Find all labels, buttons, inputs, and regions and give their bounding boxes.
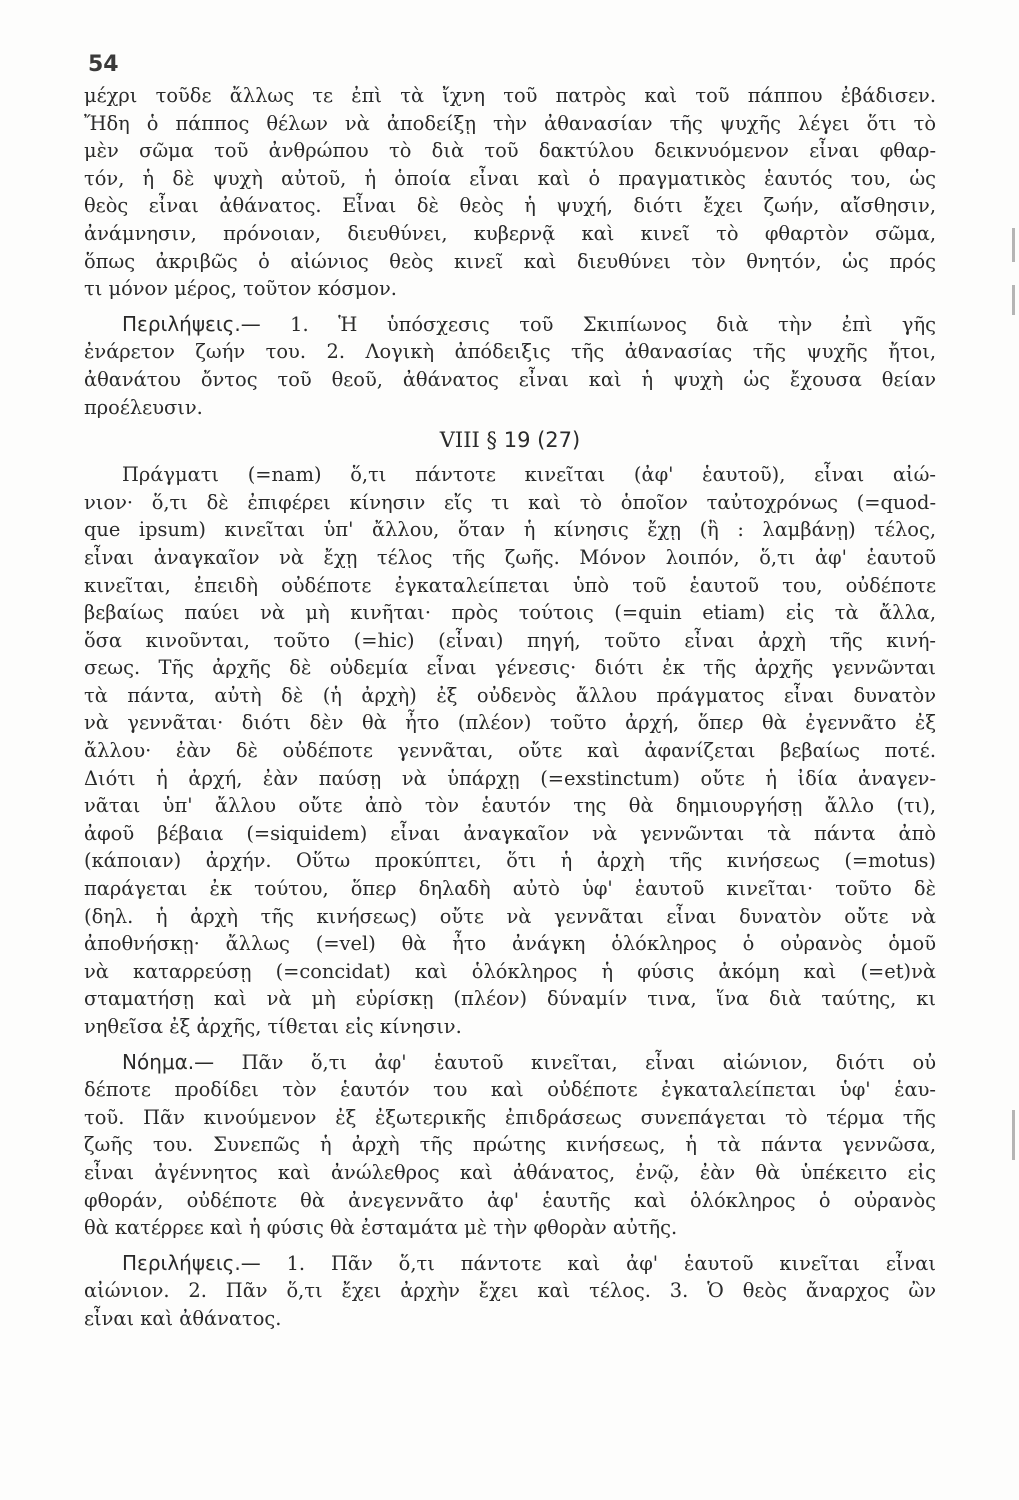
- text-line: (κάποιαν) ἀρχήν. Οὕτω προκύπτει, ὅτι ἡ ἀρχὴ τῆς κινήσεως (=motus): [84, 849, 936, 873]
- section-number: 19 (27): [503, 428, 581, 453]
- text-line: τι μόνον μέρος, τοῦτον κόσμον.: [84, 277, 397, 301]
- text-column: [84, 82, 936, 1333]
- text-line: δέποτε προδίδει τὸν ἑαυτόν του καὶ οὐδέποτε ἐγκαταλείπεται ὑφ' ἑαυ-: [84, 1078, 936, 1102]
- text-line: τόν, ἡ δὲ ψυχὴ αὐτοῦ, ἡ ὁποία εἶναι καὶ ὁ πραγματικὸς ἑαυτός του, ὡς: [84, 166, 936, 190]
- text-line: μὲν σῶμα τοῦ ἀνθρώπου τὸ διὰ τοῦ δακτύλου δεικνυόμενον εἶναι φθαρ-: [84, 139, 936, 163]
- text-line: προέλευσιν.: [84, 395, 203, 419]
- text-line: ἀφοῦ βέβαια (=siquidem) εἶναι ἀναγκαῖον νὰ γεννῶνται τὰ πάντα ἀπὸ: [84, 821, 936, 845]
- text-line: Διότι ἡ ἀρχή, ἐὰν παύσῃ νὰ ὑπάρχῃ (=exstinctum) οὔτε ἡ ἰδία ἀναγεν-: [84, 766, 936, 790]
- text-line: [84, 311, 936, 339]
- text-line: σεως. Τῆς ἀρχῆς δὲ οὐδεμία εἶναι γένεσις· διότι ἐκ τῆς ἀρχῆς γεννῶνται: [84, 656, 936, 680]
- text-line: κινεῖται, ἐπειδὴ οὐδέποτε ἐγκαταλείπεται ὑπὸ τοῦ ἑαυτοῦ του, οὐδέποτε: [84, 573, 936, 597]
- text-line: ἀνάμνησιν, πρόνοιαν, διευθύνει, κυβερνᾷ καὶ κινεῖ τὸ φθαρτὸν σῶμα,: [84, 221, 936, 245]
- text-line: ὅπως ἀκριβῶς ὁ αἰώνιος θεὸς κινεῖ καὶ διευθύνει τὸν θνητόν, ὡς πρός: [84, 249, 936, 273]
- scan-edge-mark: [1012, 1110, 1015, 1160]
- paragraph-summary-2: [84, 1250, 936, 1333]
- text-line: εἶναι ἀγέννητος καὶ ἀνώλεθρος καὶ ἀθάνατος, ἐνῷ, ἐὰν θὰ ὑπέκειτο εἰς: [84, 1160, 936, 1184]
- text-line: ζωῆς του. Συνεπῶς ἡ ἀρχὴ τῆς πρώτης κινήσεως, ἡ τὰ πάντα γεννῶσα,: [84, 1133, 936, 1157]
- text-line: νὰ καταρρεύσῃ (=concidat) καὶ ὁλόκληρος ἡ φύσις ἀκόμη καὶ (=et)νὰ: [84, 959, 936, 983]
- text-line: νιον· ὅ,τι δὲ ἐπιφέρει κίνησιν εἴς τι καὶ τὸ ὁποῖον ταὐτοχρόνως (=quod-: [84, 490, 936, 514]
- text-span: Πᾶν ὅ,τι ἀφ' ἑαυτοῦ κινεῖται, εἶναι αἰώνιον, διότι οὐ: [214, 1050, 936, 1074]
- paragraph-summary-1: [84, 311, 936, 421]
- section-symbol: §: [486, 428, 498, 453]
- text-line: θὰ κατέρρεε καὶ ἡ φύσις θὰ ἐσταμάτα μὲ τὴν φθορὰν αὐτῆς.: [84, 1216, 678, 1240]
- text-line: εἶναι ἀναγκαῖον νὰ ἔχῃ τέλος τῆς ζωῆς. Μόνον λοιπόν, ὅ,τι ἀφ' ἑαυτοῦ: [84, 545, 936, 569]
- paragraph-translation: [84, 461, 936, 1040]
- text-line: νᾶται ὑπ' ἄλλου οὔτε ἀπὸ τὸν ἑαυτόν της θὰ δημιουργήσῃ ἄλλο (τι),: [84, 794, 936, 818]
- text-line: ἐνάρετον ζωήν του. 2. Λογικὴ ἀπόδειξις τῆς ἀθανασίας τῆς ψυχῆς ἤτοι,: [84, 340, 936, 364]
- text-span: 1. Ἡ ὑπόσχεσις τοῦ Σκιπίωνος διὰ τὴν ἐπὶ γῆς: [260, 312, 936, 336]
- section-heading: [84, 423, 936, 457]
- text-line: (δηλ. ἡ ἀρχὴ τῆς κινήσεως) οὔτε νὰ γεννᾶται εἶναι δυνατὸν οὔτε νὰ: [84, 904, 936, 928]
- chapter-number: VIII: [439, 428, 480, 453]
- text-line: θεὸς εἶναι ἀθάνατος. Εἶναι δὲ θεὸς ἡ ψυχή, διότι ἔχει ζωήν, αἴσθησιν,: [84, 194, 936, 218]
- paragraph-intro: [84, 82, 936, 303]
- text-line: [84, 1250, 936, 1278]
- page-number: 54: [88, 52, 119, 77]
- text-line: Ἤδη ὁ πάππος θέλων νὰ ἀποδείξῃ τὴν ἀθανασίαν τῆς ψυχῆς λέγει ὅτι τὸ: [84, 111, 936, 135]
- paragraph-meaning: [84, 1049, 936, 1242]
- meaning-heading: Νόημα.—: [122, 1049, 215, 1074]
- summary-heading: Περιλήψεις.—: [122, 311, 261, 336]
- text-line: ἀθανάτου ὄντος τοῦ θεοῦ, ἀθάνατος εἶναι καὶ ἡ ψυχὴ ὡς ἔχουσα θείαν: [84, 367, 936, 391]
- text-line: νηθεῖσα ἐξ ἀρχῆς, τίθεται εἰς κίνησιν.: [84, 1015, 462, 1038]
- text-line: Πράγματι (=nam) ὅ,τι πάντοτε κινεῖται (ἀφ' ἑαυτοῦ), εἶναι αἰώ-: [122, 463, 936, 487]
- scan-edge-mark: [1012, 285, 1015, 315]
- text-line: φθοράν, οὐδέποτε θὰ ἀνεγεννᾶτο ἀφ' ἑαυτῆς καὶ ὁλόκληρος ὁ οὐρανὸς: [84, 1188, 936, 1212]
- text-line: μέχρι τοῦδε ἄλλως τε ἐπὶ τὰ ἴχνη τοῦ πατρὸς καὶ τοῦ πάππου ἐβάδισεν.: [84, 84, 936, 107]
- text-line: τοῦ. Πᾶν κινούμενον ἐξ ἐξωτερικῆς ἐπιδράσεως συνεπάγεται τὸ τέρμα τῆς: [84, 1105, 936, 1129]
- text-line: ἄλλου· ἐὰν δὲ οὐδέποτε γεννᾶται, οὔτε καὶ ἀφανίζεται βεβαίως ποτέ.: [84, 739, 936, 763]
- text-line: βεβαίως παύει νὰ μὴ κινῆται· πρὸς τούτοις (=quin etiam) εἰς τὰ ἄλλα,: [84, 601, 936, 625]
- text-line: σταματήσῃ καὶ νὰ μὴ εὑρίσκῃ (πλέον) δύναμίν τινα, ἵνα διὰ ταύτης, κι: [84, 987, 936, 1011]
- text-line: [84, 1049, 936, 1077]
- text-span: 1. Πᾶν ὅ,τι πάντοτε καὶ ἀφ' ἑαυτοῦ κινεῖται εἶναι: [260, 1251, 936, 1275]
- scan-edge-mark: [1012, 228, 1015, 262]
- text-line: τὰ πάντα, αὐτὴ δὲ (ἡ ἀρχὴ) ἐξ οὐδενὸς ἄλλου πράγματος εἶναι δυνατὸν: [84, 683, 936, 707]
- text-line: αἰώνιον. 2. Πᾶν ὅ,τι ἔχει ἀρχὴν ἔχει καὶ τέλος. 3. Ὁ θεὸς ἄναρχος ὢν: [84, 1279, 936, 1303]
- text-line: εἶναι καὶ ἀθάνατος.: [84, 1306, 282, 1330]
- text-line: ἀποθνήσκῃ· ἄλλως (=vel) θὰ ἦτο ἀνάγκη ὁλόκληρος ὁ οὐρανὸς ὁμοῦ: [84, 932, 936, 956]
- text-line: παράγεται ἐκ τούτου, ὅπερ δηλαδὴ αὐτὸ ὑφ' ἑαυτοῦ κινεῖται· τοῦτο δὲ: [84, 877, 936, 901]
- text-line: νὰ γεννᾶται· διότι δὲν θὰ ἦτο (πλέον) τοῦτο ἀρχή, ὅπερ θὰ ἐγεννᾶτο ἐξ: [84, 711, 936, 735]
- text-line: que ipsum) κινεῖται ὑπ' ἄλλου, ὅταν ἡ κίνησις ἔχῃ (ἢ : λαμβάνῃ) τέλος,: [84, 518, 936, 542]
- text-line: ὅσα κινοῦνται, τοῦτο (=hic) (εἶναι) πηγή, τοῦτο εἶναι ἀρχὴ τῆς κινή-: [84, 628, 936, 652]
- summary-heading: Περιλήψεις.—: [122, 1250, 261, 1275]
